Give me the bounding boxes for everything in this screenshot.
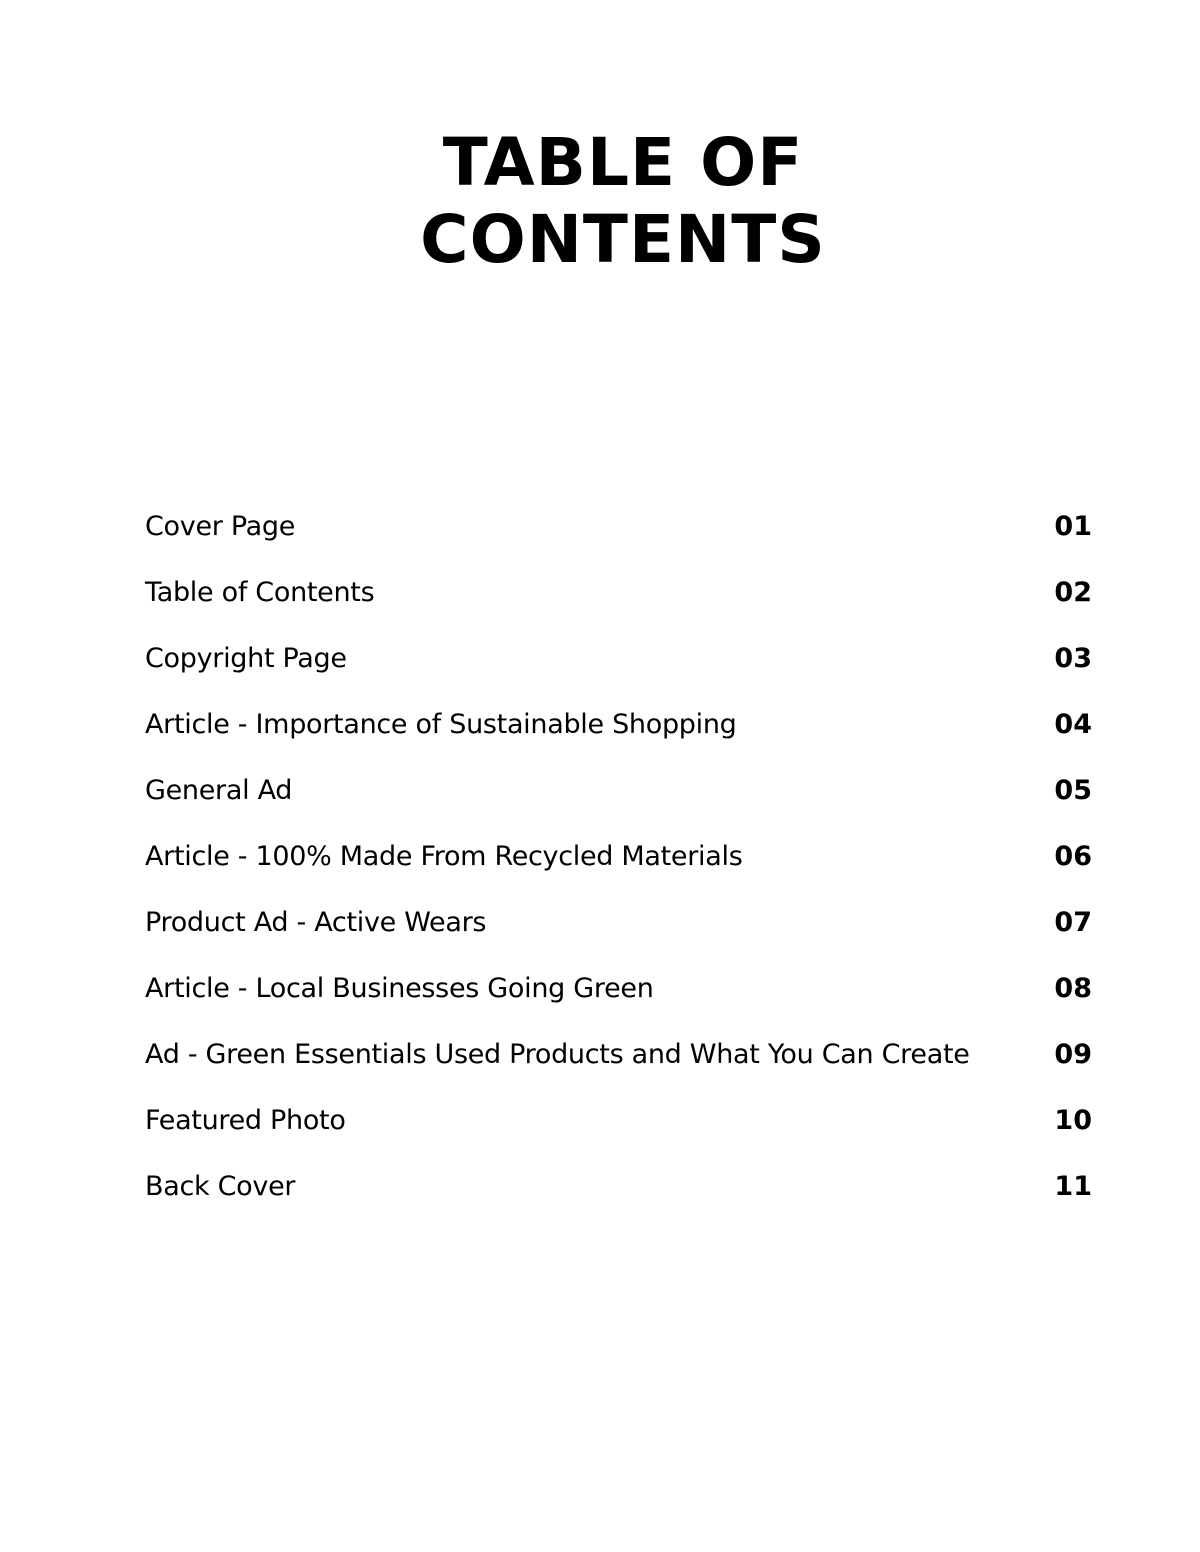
toc-entry-page-number: 02 xyxy=(1054,577,1092,608)
toc-entry-label: Cover Page xyxy=(145,511,296,542)
toc-entry xyxy=(145,1088,1092,1154)
toc-entry-label: Back Cover xyxy=(145,1171,296,1202)
toc-entry-page-number: 10 xyxy=(1054,1105,1092,1136)
toc-entry xyxy=(145,692,1092,758)
toc-entry-page-number: 06 xyxy=(1054,841,1092,872)
toc-entry xyxy=(145,1154,1092,1220)
toc-entry-page-number: 08 xyxy=(1054,973,1092,1004)
title-line-2: CONTENTS xyxy=(420,201,826,278)
toc-entry-label: Article - 100% Made From Recycled Materials xyxy=(145,841,743,872)
toc-entry-page-number: 05 xyxy=(1054,775,1092,806)
toc-entry xyxy=(145,494,1092,560)
toc-entry-page-number: 07 xyxy=(1054,907,1092,938)
toc-entry-page-number: 04 xyxy=(1054,709,1092,740)
toc-entry xyxy=(145,1022,1092,1088)
toc-entry xyxy=(145,626,1092,692)
toc-entry-page-number: 11 xyxy=(1054,1171,1092,1202)
toc-entry xyxy=(145,956,1092,1022)
toc-entry-label: Ad - Green Essentials Used Products and What You Can Create xyxy=(145,1039,970,1070)
toc-entry-page-number: 01 xyxy=(1054,511,1092,542)
toc-entry-label: Product Ad - Active Wears xyxy=(145,907,487,938)
toc-entry-label: Article - Local Businesses Going Green xyxy=(145,973,654,1004)
toc-entry xyxy=(145,824,1092,890)
toc-entry xyxy=(145,890,1092,956)
toc-list xyxy=(145,494,1092,1220)
toc-entry xyxy=(145,560,1092,626)
toc-entry-label: General Ad xyxy=(145,775,293,806)
toc-entry xyxy=(145,758,1092,824)
toc-entry-label: Article - Importance of Sustainable Shopping xyxy=(145,709,737,740)
toc-entry-label: Featured Photo xyxy=(145,1105,346,1136)
toc-entry-page-number: 03 xyxy=(1054,643,1092,674)
toc-entry-label: Copyright Page xyxy=(145,643,347,674)
toc-entry-page-number: 09 xyxy=(1054,1039,1092,1070)
page-title xyxy=(0,124,1200,278)
title-line-1: TABLE OF xyxy=(442,124,804,201)
toc-entry-label: Table of Contents xyxy=(145,577,375,608)
